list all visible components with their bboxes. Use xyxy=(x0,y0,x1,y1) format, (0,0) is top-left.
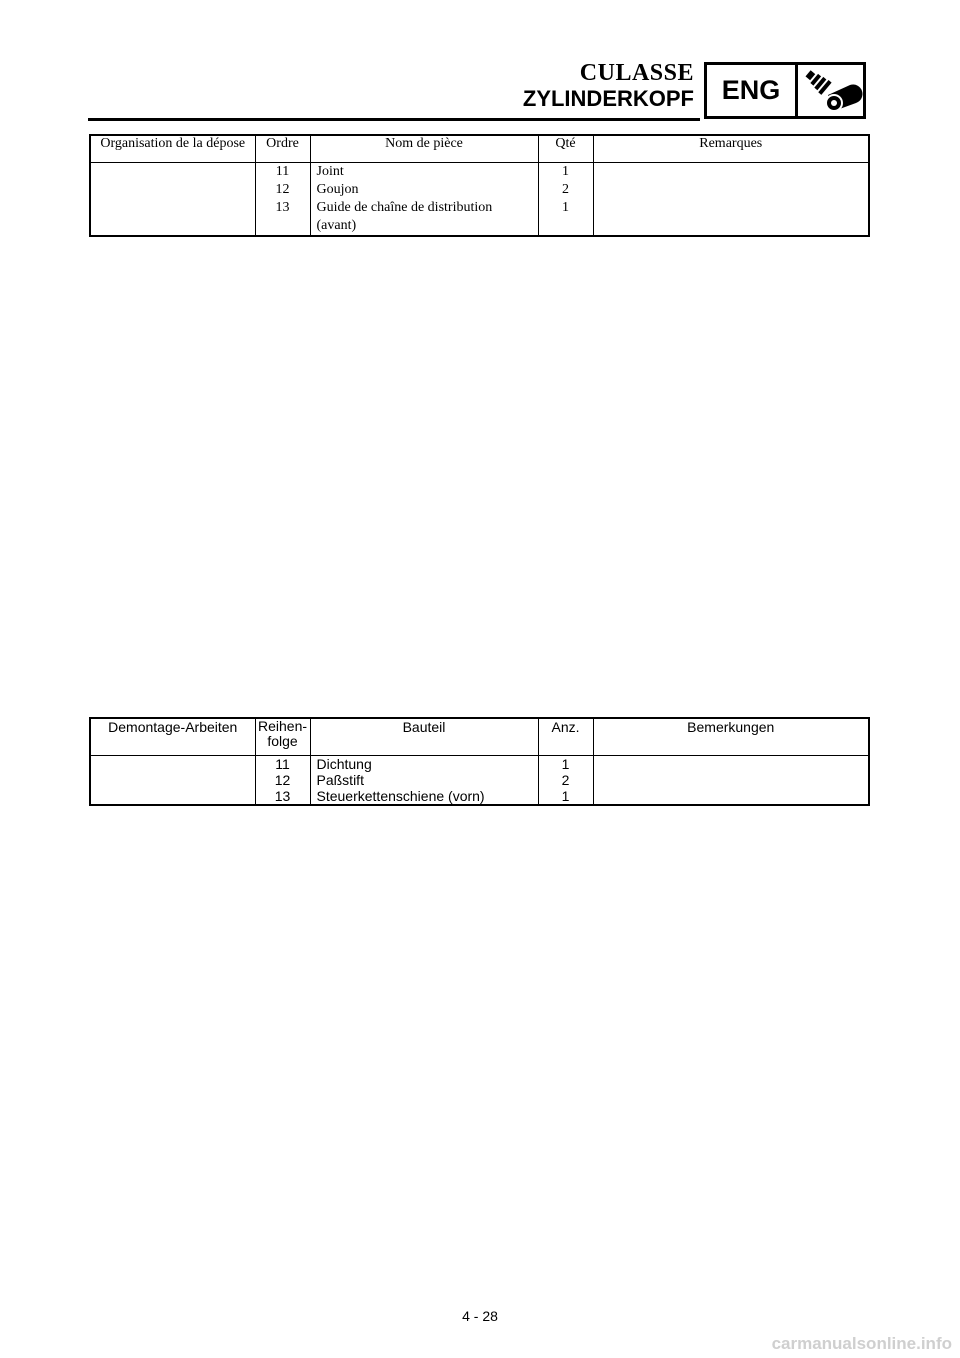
cell-part xyxy=(310,756,538,806)
order-value: 13 xyxy=(274,788,291,804)
cell-remarks xyxy=(593,756,869,806)
section-badge xyxy=(704,62,866,119)
col-header-part: Bauteil xyxy=(310,718,538,756)
order-value: 11 xyxy=(275,164,290,179)
cell-qty xyxy=(538,756,593,806)
col-header-part: Nom de pièce xyxy=(310,135,538,163)
qty-value: 2 xyxy=(562,182,569,197)
header-rule xyxy=(88,118,700,121)
table-header-row xyxy=(90,135,869,163)
cell-remarks xyxy=(593,163,869,237)
col-header-order: Ordre xyxy=(255,135,310,163)
order-value: 12 xyxy=(274,772,291,788)
removal-table-fr xyxy=(89,134,870,237)
qty-value: 2 xyxy=(561,772,570,788)
part-name: (avant) xyxy=(316,218,357,233)
part-name: Paßstift xyxy=(316,772,364,788)
page-title-de: ZYLINDERKOPF xyxy=(522,86,694,111)
col-header-order-line1: Reihen- xyxy=(257,718,308,734)
cell-job xyxy=(90,756,255,806)
cell-qty xyxy=(538,163,593,237)
section-badge-label: ENG xyxy=(707,65,798,116)
col-header-qty: Anz. xyxy=(538,718,593,756)
cell-order xyxy=(255,756,310,806)
part-name: Dichtung xyxy=(316,756,372,772)
engine-piston-icon xyxy=(798,65,863,116)
cell-job xyxy=(90,163,255,237)
table-header-row xyxy=(90,718,869,756)
cell-part xyxy=(310,163,538,237)
qty-value: 1 xyxy=(562,164,569,179)
col-header-job: Demontage-Arbeiten xyxy=(90,718,255,756)
col-header-job: Organisation de la dépose xyxy=(90,135,255,163)
col-header-remarks: Bemerkungen xyxy=(593,718,869,756)
qty-value: 1 xyxy=(562,200,569,215)
page-number: 4 - 28 xyxy=(462,1308,498,1324)
table-row xyxy=(90,163,869,237)
part-name: Steuerkettenschiene (vorn) xyxy=(316,788,485,804)
cell-order xyxy=(255,163,310,237)
qty-value: 1 xyxy=(561,756,570,772)
order-value: 12 xyxy=(275,182,290,197)
order-value: 13 xyxy=(275,200,290,215)
col-header-order xyxy=(255,718,310,756)
part-name: Joint xyxy=(316,164,344,179)
page-title-fr: CULASSE xyxy=(579,60,694,86)
table-row xyxy=(90,756,869,806)
footer-watermark: carmanualsonline.info xyxy=(771,1334,952,1353)
removal-table-de xyxy=(89,717,870,806)
qty-value: 1 xyxy=(561,788,570,804)
col-header-order-line2: folge xyxy=(267,733,298,749)
col-header-remarks: Remarques xyxy=(593,135,869,163)
part-name: Goujon xyxy=(316,182,359,197)
part-name: Guide de chaîne de distribution xyxy=(316,200,493,215)
col-header-qty: Qté xyxy=(538,135,593,163)
order-value: 11 xyxy=(275,756,290,772)
